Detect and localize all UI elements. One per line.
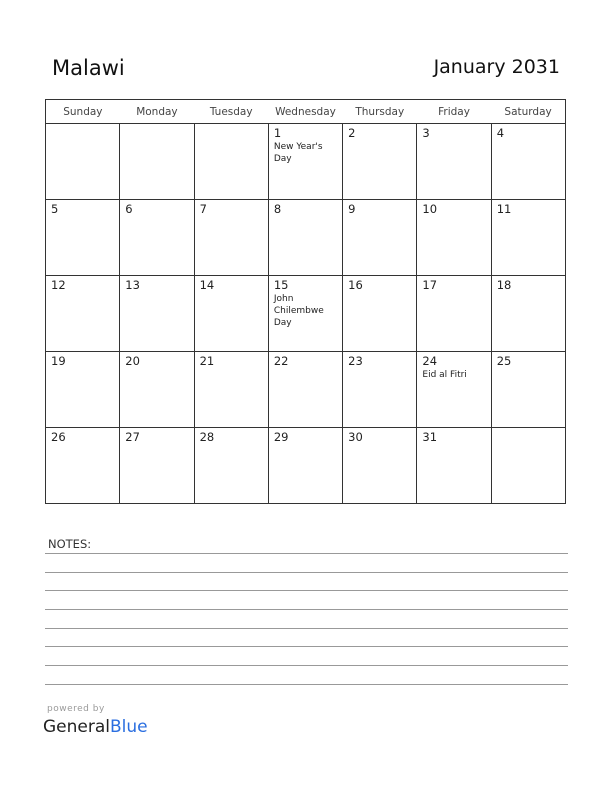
day-cell: [46, 276, 120, 352]
weekday-sunday: Sunday: [46, 100, 120, 124]
day-cell: [491, 124, 565, 200]
day-number: 6: [125, 202, 133, 216]
week-row: [46, 352, 566, 428]
day-cell: [417, 200, 491, 276]
note-line: [45, 572, 568, 573]
day-cell: [46, 124, 120, 200]
day-cell: [120, 200, 194, 276]
weekday-header-row: [46, 100, 566, 124]
day-cell: [343, 428, 417, 504]
day-cell: [46, 428, 120, 504]
note-line: [45, 609, 568, 610]
week-row: [46, 428, 566, 504]
day-cell: [268, 200, 342, 276]
day-number: 11: [496, 202, 512, 216]
day-cell: [120, 124, 194, 200]
day-cell: [343, 124, 417, 200]
day-number: 16: [348, 278, 363, 292]
calendar-grid: [45, 99, 566, 504]
day-cell: [268, 428, 342, 504]
day-cell: [194, 428, 268, 504]
day-number: 28: [199, 430, 215, 444]
day-number: 5: [51, 202, 59, 216]
week-row: [46, 276, 566, 352]
day-cell: [194, 352, 268, 428]
week-row: [46, 200, 566, 276]
day-cell: [120, 352, 194, 428]
day-number: 20: [125, 354, 140, 368]
month-year-title: January 2031: [433, 56, 560, 78]
day-number: 9: [348, 202, 356, 216]
day-cell: [120, 428, 194, 504]
note-line: [45, 665, 568, 666]
week-row: [46, 124, 566, 200]
day-number: 4: [496, 126, 505, 140]
note-line: [45, 590, 568, 591]
weekday-tuesday: Tuesday: [194, 100, 268, 124]
day-number: 10: [422, 202, 438, 216]
brand-blue: Blue: [110, 717, 148, 737]
day-cell: [417, 276, 491, 352]
day-number: 23: [348, 354, 363, 368]
holiday-label: New Year's Day: [273, 142, 323, 164]
note-line: [45, 646, 568, 647]
generalblue-logo: [43, 717, 148, 737]
weekday-monday: Monday: [120, 100, 194, 124]
note-line: [45, 684, 568, 685]
day-cell: [120, 276, 194, 352]
day-number: 29: [273, 430, 289, 444]
holiday-label: John Chilembwe Day: [273, 294, 324, 328]
day-number: 21: [199, 354, 215, 368]
day-cell: [343, 276, 417, 352]
holiday-label: Eid al Fitri: [422, 370, 467, 380]
day-number: 8: [273, 202, 282, 216]
day-number: 2: [348, 126, 356, 140]
day-cell: [417, 352, 491, 428]
day-number: 25: [496, 354, 512, 368]
day-cell: [268, 124, 342, 200]
day-number: 18: [496, 278, 512, 292]
day-cell: [194, 124, 268, 200]
day-cell: [268, 352, 342, 428]
brand-general: General: [43, 717, 110, 737]
day-number: 15: [273, 278, 289, 292]
country-title: Malawi: [52, 56, 125, 80]
weekday-thursday: Thursday: [343, 100, 417, 124]
day-cell: [343, 200, 417, 276]
day-number: 13: [125, 278, 140, 292]
day-number: 1: [273, 126, 282, 140]
day-number: 22: [273, 354, 289, 368]
day-number: 17: [422, 278, 438, 292]
day-number: 26: [51, 430, 66, 444]
day-number: 14: [199, 278, 215, 292]
powered-by-label: powered by: [47, 704, 105, 714]
day-cell: [417, 124, 491, 200]
day-number: 19: [51, 354, 66, 368]
weekday-wednesday: Wednesday: [268, 100, 342, 124]
day-cell: [46, 352, 120, 428]
day-cell: [491, 200, 565, 276]
day-cell: [46, 200, 120, 276]
day-cell: [194, 276, 268, 352]
note-line: [45, 553, 568, 554]
day-number: 31: [422, 430, 438, 444]
weekday-friday: Friday: [417, 100, 491, 124]
day-number: 12: [51, 278, 66, 292]
notes-label: NOTES:: [48, 537, 92, 551]
day-cell: [491, 428, 565, 504]
day-cell: [268, 276, 342, 352]
weekday-saturday: Saturday: [491, 100, 565, 124]
day-number: 3: [422, 126, 430, 140]
day-cell: [417, 428, 491, 504]
day-number: 27: [125, 430, 140, 444]
day-number: 30: [348, 430, 363, 444]
day-cell: [194, 200, 268, 276]
day-cell: [343, 352, 417, 428]
day-cell: [491, 276, 565, 352]
note-line: [45, 628, 568, 629]
day-number: 24: [422, 354, 438, 368]
day-cell: [491, 352, 565, 428]
day-number: 7: [199, 202, 207, 216]
